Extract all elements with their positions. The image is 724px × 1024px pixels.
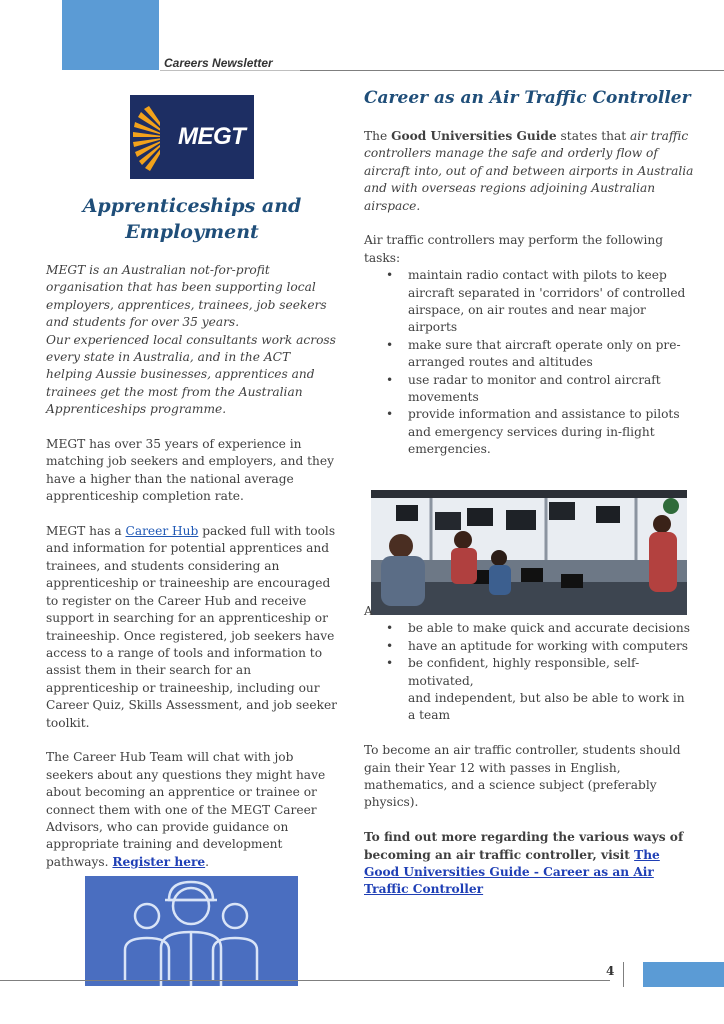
skill-text-continued: and independent, but also be able to work in a team [408,691,685,723]
bullet: • [386,337,394,352]
skill-item [386,620,694,637]
task-item [386,267,694,337]
heading-line-2: Employment [125,221,259,243]
intro-paragraph: MEGT is an Australian not-for-profit organisation that has been supporting local employers, apprentices, trainees, job seekers and students for over 35 years. [46,263,327,330]
skill-item [386,638,694,655]
good-universities-intro [364,128,694,215]
footer-accent-block [643,962,724,987]
bullet: • [386,268,394,283]
skills-intro: A [364,604,373,618]
page-number: 4 [606,964,615,978]
task-text: make sure that aircraft operate only on pre-arranged routes and altitudes [408,337,681,370]
career-hub-team-paragraph [46,749,338,871]
header-accent-block [62,0,159,70]
intro-mid: states that [556,129,630,143]
guide-name: Good Universities Guide [391,129,557,143]
find-out-paragraph [364,829,694,899]
task-item [386,337,694,372]
task-item [386,406,694,458]
skill-item [386,655,694,725]
intro-quote: air traffic controllers manage the safe and orderly flow of aircraft into, out of and between airports in Australia and with overseas regions adjoining Australian airspace. [364,129,694,213]
career-hub-text-pre: MEGT has a [46,524,126,539]
megt-logo [130,95,254,179]
controllers-photo-illustration [371,490,687,615]
header-rule-light [160,70,310,71]
skill-text: be able to make quick and accurate decisions [408,621,690,636]
career-hub-link[interactable]: Career Hub [125,524,199,539]
experience-paragraph: MEGT has over 35 years of experience in matching job seekers and employers, and they have a higher than the national average apprenticeship completion rate. [46,437,335,504]
skill-text: have an aptitude for working with computers [408,638,689,653]
footer-rule [0,980,610,981]
tasks-intro: Air traffic controllers may perform the following tasks: [364,233,664,265]
team-text-post: . [205,854,210,869]
workers-icon [85,876,298,986]
right-column-bottom [364,603,694,899]
career-hub-text-post: packed full with tools and information for potential apprentices and trainees, and students considering an apprenticeship or traineeship are encouraged to register on the Career Hub and receive support in searching for an apprenticeship or traineeship. Once registered, job seekers have access to a range of tools and information to assist them in their search for an apprenticeship or traineeship, including our Career Quiz, Skills Assessment, and job seeker toolkit. [46,524,337,730]
heading-line-1: Apprenticeships and [82,195,302,217]
good-universities-guide-link[interactable]: The Good Universities Guide - Career as an Air Traffic Controller [364,847,660,897]
task-item [386,372,694,407]
team-text-pre: The Career Hub Team will chat with job seekers about any questions they might have about becoming an apprentice or trainee or connect them with one of the MEGT Career Advisors, who can provide guidance on appropriate training and development pathways. [46,750,326,869]
task-text: provide information and assistance to pilots and emergency services during in-flight emergencies. [408,407,680,457]
bullet: • [386,372,394,387]
control-tower-photo [371,490,687,615]
task-text: use radar to monitor and control aircraft movements [408,372,661,405]
career-hub-paragraph [46,523,338,732]
newsletter-title: Careers Newsletter [164,56,273,70]
task-text: maintain radio contact with pilots to keep aircraft separated in 'corridors' of controlled airspace, on air routes and near major airports [408,268,686,335]
workers-banner-image [85,876,298,986]
bullet: • [386,621,394,636]
left-column [46,262,338,871]
bullet: • [386,407,394,422]
right-column-top [364,128,694,459]
skill-text: be confident, highly responsible, self-motivated, [408,656,640,688]
find-out-text: To find out more regarding the various ways of becoming an air traffic controller, visit [364,830,684,862]
apprenticeships-heading [46,193,338,245]
intro-paragraph-2: Our experienced local consultants work across every state in Australia, and in the ACT helping Aussie businesses, apprentices and trainees get the most from the Australian Apprenticeships programme. [46,332,336,417]
footer-separator [623,962,624,987]
logo-wordmark: MEGT [178,123,246,150]
register-here-link[interactable]: Register here [112,854,206,869]
bullet: • [386,638,394,653]
header-rule [300,70,724,71]
skills-list [364,620,694,724]
tasks-list [364,267,694,458]
intro-pre: The [364,129,392,143]
air-traffic-heading: Career as an Air Traffic Controller [364,88,691,108]
become-paragraph: To become an air traffic controller, students should gain their Year 12 with passes in English, mathematics, and a science subject (preferably physics). [364,743,681,810]
bullet: • [386,656,394,671]
